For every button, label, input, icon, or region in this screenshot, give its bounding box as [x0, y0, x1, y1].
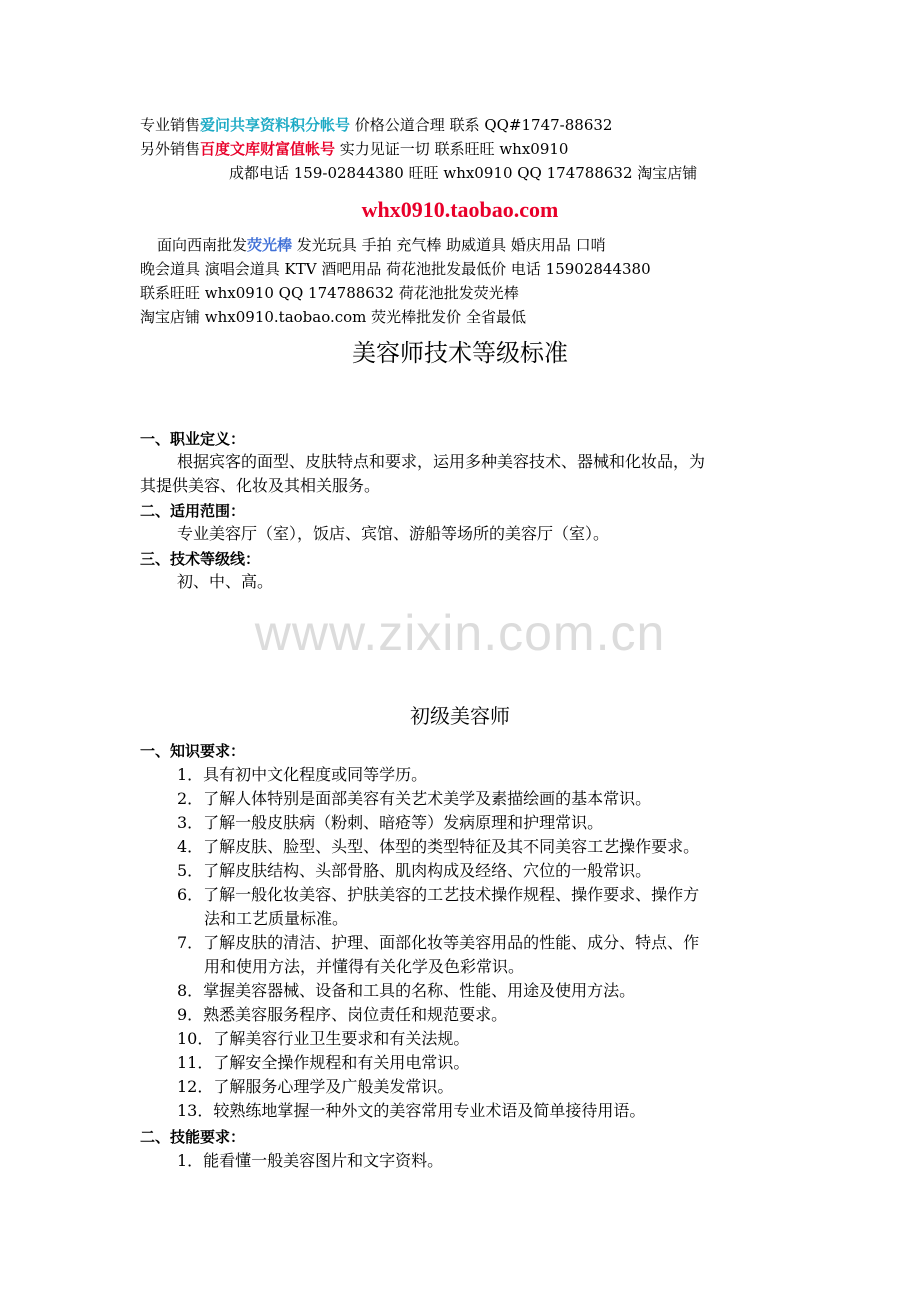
- paragraph-line: 其提供美容、化妆及其相关服务。: [140, 476, 381, 495]
- section-heading-scope: 二、适用范围：: [140, 502, 246, 520]
- section-heading-definition: 一、职业定义：: [140, 430, 246, 448]
- list-item-continuation: 用和使用方法，并懂得有关化学及色彩常识。: [204, 957, 525, 976]
- list-item: 4．了解皮肤、脸型、头型、体型的类型特征及其不同美容工艺操作要求。: [177, 837, 700, 856]
- ad-line-1-suffix: 价格公道合理 联系 QQ#1747-88632: [350, 116, 613, 134]
- list-item: 2．了解人体特别是面部美容有关艺术美学及素描绘画的基本常识。: [177, 789, 652, 808]
- ad-line-7: 淘宝店铺 whx0910.taobao.com 荧光棒批发价 全省最低: [140, 308, 526, 326]
- ad-line-1: [140, 115, 612, 135]
- ad-line-1-prefix: 专业销售: [140, 116, 201, 134]
- list-item: 6．了解一般化妆美容、护肤美容的工艺技术操作规程、操作要求、操作方: [177, 885, 700, 904]
- paragraph-line: 初、中、高。: [177, 572, 274, 591]
- list-item: 8．掌握美容器械、设备和工具的名称、性能、用途及使用方法。: [177, 981, 636, 1000]
- list-item: 12．了解服务心理学及广般美发常识。: [177, 1077, 454, 1096]
- document-title: 美容师技术等级标准: [352, 339, 568, 367]
- shop-url-link[interactable]: whx0910.taobao.com: [361, 197, 559, 222]
- knowledge-heading: 一、知识要求：: [140, 742, 246, 760]
- ad-link-iask-points[interactable]: 爱问共享资料积分帐号: [200, 116, 351, 134]
- skills-heading: 二、技能要求：: [140, 1128, 246, 1146]
- ad-line-4-suffix: 发光玩具 手拍 充气棒 助威道具 婚庆用品 口哨: [292, 236, 606, 254]
- list-item-continuation: 法和工艺质量标准。: [204, 909, 349, 928]
- list-item: 1．具有初中文化程度或同等学历。: [177, 765, 428, 784]
- ad-line-4-prefix: 面向西南批发: [157, 236, 248, 254]
- section-title-junior: 初级美容师: [410, 704, 510, 728]
- watermark: www.zixin.com.cn: [254, 605, 666, 661]
- list-item: 5．了解皮肤结构、头部骨胳、肌肉构成及经络、穴位的一般常识。: [177, 861, 652, 880]
- ad-line-5: 晚会道具 演唱会道具 KTV 酒吧用品 荷花池批发最低价 电话 15902844380: [140, 260, 651, 278]
- ad-line-6: 联系旺旺 whx0910 QQ 174788632 荷花池批发荧光棒: [140, 284, 519, 302]
- list-item: 13．较熟练地掌握一种外文的美容常用专业术语及简单接待用语。: [177, 1101, 646, 1120]
- list-item: 1．能看懂一般美容图片和文字资料。: [177, 1151, 444, 1170]
- paragraph-line: 根据宾客的面型、皮肤特点和要求，运用多种美容技术、器械和化妆品，为: [177, 452, 706, 471]
- ad-line-3: 成都电话 159-02844380 旺旺 whx0910 QQ 174788632 淘宝店铺: [229, 164, 698, 182]
- section-heading-levels: 三、技术等级线：: [140, 550, 261, 568]
- list-item: 7．了解皮肤的清洁、护理、面部化妆等美容用品的性能、成分、特点、作: [177, 933, 700, 952]
- ad-line-4: [157, 235, 606, 255]
- list-item: 9．熟悉美容服务程序、岗位责任和规范要求。: [177, 1005, 508, 1024]
- ad-line-2-suffix: 实力见证一切 联系旺旺 whx0910: [335, 140, 569, 158]
- paragraph-line: 专业美容厅（室），饭店、宾馆、游船等场所的美容厅（室）。: [177, 524, 610, 543]
- ad-link-glowstick[interactable]: 荧光棒: [247, 236, 293, 254]
- list-item: 11．了解安全操作规程和有关用电常识。: [177, 1053, 470, 1072]
- list-item: 3．了解一般皮肤病（粉刺、暗疮等）发病原理和护理常识。: [177, 813, 604, 832]
- ad-line-2-prefix: 另外销售: [140, 140, 201, 158]
- ad-link-baidu-wealth[interactable]: 百度文库财富值帐号: [200, 140, 336, 158]
- list-item: 10．了解美容行业卫生要求和有关法规。: [177, 1029, 470, 1048]
- ad-line-2: [140, 139, 568, 159]
